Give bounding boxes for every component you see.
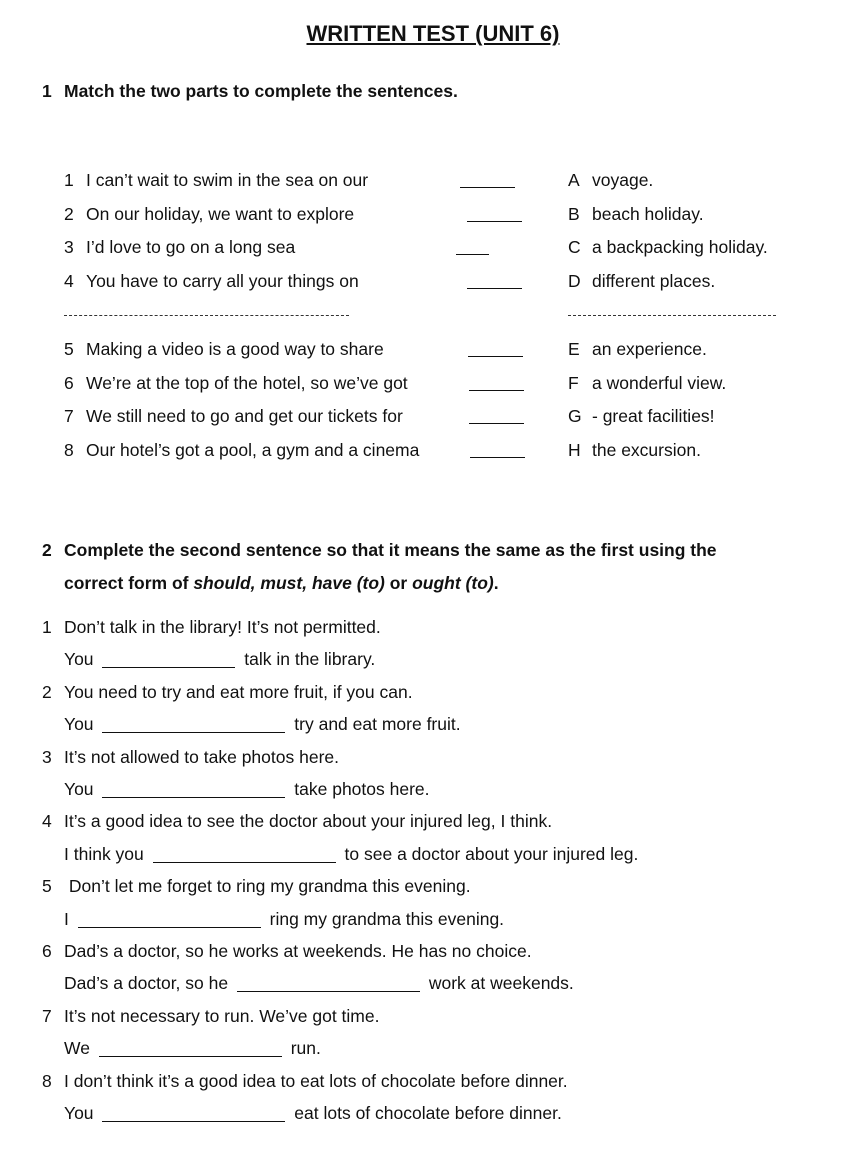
item-text: I’d love to go on a long sea — [86, 237, 296, 257]
item-number: 3 — [64, 237, 74, 257]
option-text: - great facilities! — [592, 406, 715, 426]
answer-sentence — [64, 714, 461, 734]
exercise-number: 2 — [42, 540, 52, 560]
option-text: a backpacking holiday. — [592, 237, 768, 257]
exercise-number: 1 — [42, 81, 52, 101]
sentence-start: I — [64, 908, 69, 929]
option-letter: C — [568, 237, 581, 257]
question-sentence — [42, 747, 339, 767]
divider-left — [64, 315, 349, 316]
item-text: On our holiday, we want to explore — [86, 204, 355, 224]
sentence-start: You — [64, 779, 94, 799]
instruction-text: correct form of — [64, 573, 194, 593]
option-text: different places. — [592, 271, 716, 291]
answer-sentence — [64, 779, 430, 799]
sentence-end: talk in the library. — [244, 649, 376, 670]
exercise1-heading — [42, 81, 458, 101]
option-text: voyage. — [592, 170, 654, 190]
original-sentence: It’s a good idea to see the doctor about your injured leg, I think. — [64, 811, 553, 832]
sentence-start: We — [64, 1038, 90, 1059]
answer-input[interactable] — [153, 846, 336, 863]
match-option — [568, 406, 715, 426]
option-text: beach holiday. — [592, 204, 704, 224]
item-text: Making a video is a good way to share — [86, 339, 384, 359]
answer-sentence — [64, 1103, 562, 1123]
original-sentence: Don’t let me forget to ring my grandma this evening. — [64, 876, 471, 897]
option-letter: A — [568, 170, 580, 190]
answer-input[interactable] — [102, 651, 235, 668]
item-number: 1 — [64, 170, 74, 190]
instruction-modals: should, must, have (to) — [193, 573, 385, 593]
sentence-end: eat lots of chocolate before dinner. — [294, 1103, 562, 1123]
sentence-end: take photos here. — [294, 779, 430, 799]
answer-sentence — [64, 844, 638, 864]
match-option — [568, 204, 704, 224]
answer-input[interactable] — [102, 1105, 285, 1122]
item-text: You have to carry all your things on — [86, 271, 359, 291]
question-sentence — [42, 941, 532, 961]
sentence-start: You — [64, 1103, 94, 1123]
option-letter: D — [568, 271, 581, 291]
page-title: WRITTEN TEST (UNIT 6) — [306, 21, 560, 46]
original-sentence: You need to try and eat more fruit, if you can. — [64, 681, 413, 702]
item-text: We still need to go and get our tickets for — [86, 406, 403, 426]
exercise-instruction: Complete the second sentence so that it means the same as the first using the — [64, 540, 717, 560]
question-number: 4 — [42, 811, 52, 832]
original-sentence: Dad’s a doctor, so he works at weekends. He has no choice. — [64, 941, 532, 961]
sentence-end: ring my grandma this evening. — [269, 908, 505, 929]
option-letter: B — [568, 204, 580, 224]
item-number: 8 — [64, 440, 74, 460]
match-answer-input[interactable] — [460, 171, 515, 188]
instruction-text: . — [493, 573, 499, 593]
exercise-instruction: Match the two parts to complete the sentences. — [64, 81, 458, 101]
sentence-start: Dad’s a doctor, so he — [64, 973, 229, 994]
match-option — [568, 271, 715, 291]
option-letter: G — [568, 406, 582, 426]
match-item — [64, 170, 368, 190]
question-sentence — [42, 1006, 379, 1026]
match-item — [64, 339, 384, 359]
match-option — [568, 237, 768, 257]
answer-sentence — [64, 973, 574, 993]
original-sentence: I don’t think it’s a good idea to eat lots of chocolate before dinner. — [64, 1070, 568, 1091]
sentence-end: work at weekends. — [428, 973, 574, 994]
match-item — [64, 373, 408, 393]
item-number: 7 — [64, 406, 74, 426]
original-sentence: Don’t talk in the library! It’s not permitted. — [64, 617, 381, 637]
match-answer-input[interactable] — [468, 340, 523, 357]
original-sentence: It’s not allowed to take photos here. — [64, 746, 339, 767]
sentence-start: You — [64, 649, 94, 670]
answer-input[interactable] — [102, 781, 285, 798]
instruction-modals: ought (to) — [412, 573, 494, 593]
option-text: the excursion. — [592, 440, 701, 460]
question-sentence — [42, 682, 413, 702]
item-number: 5 — [64, 339, 74, 359]
answer-input[interactable] — [78, 911, 261, 928]
answer-input[interactable] — [99, 1040, 282, 1057]
item-text: We’re at the top of the hotel, so we’ve got — [86, 373, 408, 393]
divider-right — [568, 315, 776, 316]
sentence-start: I think you — [64, 843, 144, 864]
match-option — [568, 339, 707, 359]
match-item — [64, 440, 419, 460]
question-sentence — [42, 617, 381, 637]
exercise2-instruction-line2 — [64, 573, 499, 593]
match-answer-input[interactable] — [456, 238, 489, 255]
match-answer-input[interactable] — [469, 407, 524, 424]
question-number: 8 — [42, 1070, 52, 1091]
question-number: 2 — [42, 681, 52, 702]
option-letter: H — [568, 440, 581, 460]
question-number: 1 — [42, 617, 52, 637]
item-number: 4 — [64, 271, 74, 291]
match-item — [64, 271, 359, 291]
answer-sentence — [64, 649, 375, 669]
option-letter: F — [568, 373, 579, 393]
option-text: a wonderful view. — [592, 373, 727, 393]
answer-sentence — [64, 909, 504, 929]
original-sentence: It’s not necessary to run. We’ve got time. — [64, 1005, 380, 1026]
match-answer-input[interactable] — [470, 441, 525, 458]
question-sentence — [42, 876, 471, 896]
answer-sentence — [64, 1038, 321, 1058]
match-item — [64, 406, 403, 426]
option-letter: E — [568, 339, 580, 359]
sentence-start: You — [64, 714, 94, 735]
exercise2-heading — [42, 540, 717, 560]
question-number: 6 — [42, 941, 52, 961]
answer-input[interactable] — [237, 975, 420, 992]
option-text: an experience. — [592, 339, 707, 359]
question-number: 3 — [42, 746, 52, 767]
sentence-end: try and eat more fruit. — [294, 714, 461, 735]
item-number: 6 — [64, 373, 74, 393]
sentence-end: to see a doctor about your injured leg. — [344, 843, 639, 864]
match-option — [568, 373, 726, 393]
match-option — [568, 170, 653, 190]
question-number: 7 — [42, 1005, 52, 1026]
match-item — [64, 204, 354, 224]
instruction-text: or — [384, 573, 413, 593]
item-text: Our hotel’s got a pool, a gym and a cinema — [86, 440, 420, 460]
item-number: 2 — [64, 204, 74, 224]
match-answer-input[interactable] — [469, 374, 524, 391]
question-sentence — [42, 1071, 568, 1091]
item-text: I can’t wait to swim in the sea on our — [86, 170, 369, 190]
match-option — [568, 440, 701, 460]
question-sentence — [42, 811, 552, 831]
answer-input[interactable] — [102, 716, 285, 733]
question-number: 5 — [42, 876, 52, 897]
match-item — [64, 237, 295, 257]
match-answer-input[interactable] — [467, 272, 522, 289]
sentence-end: run. — [290, 1038, 321, 1059]
match-answer-input[interactable] — [467, 205, 522, 222]
